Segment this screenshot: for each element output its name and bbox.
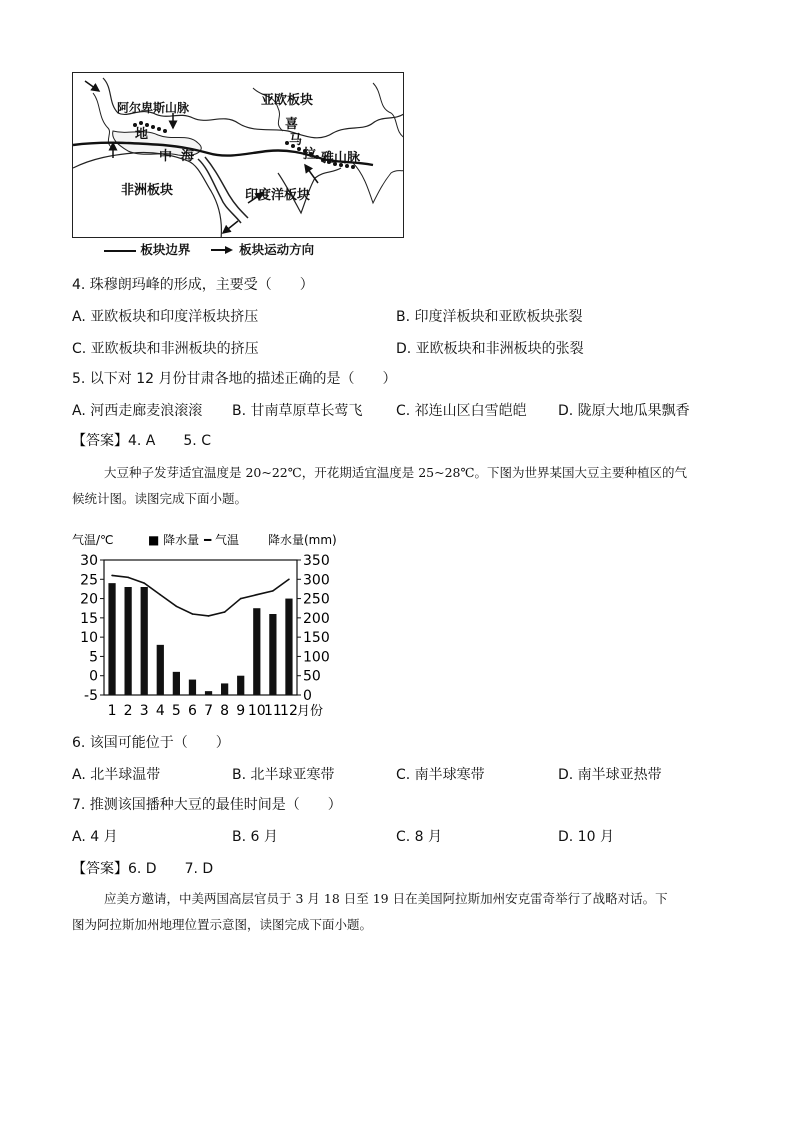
answer-text: 6. D 7. D <box>128 861 214 877</box>
plate-map <box>72 72 404 238</box>
chart-x-axis-suffix: 月份 <box>296 704 323 719</box>
legend-boundary: 板块边界 <box>140 242 191 257</box>
map-label-xi: 喜 <box>285 117 299 132</box>
chart-temperature-line <box>112 575 289 616</box>
chart-right-tick-label: 300 <box>303 572 330 589</box>
map-label-la: 拉 <box>303 147 317 162</box>
chart-x-tick-label: 10 <box>247 703 266 719</box>
q6-option-d: D. 南半球亚热带 <box>558 767 662 783</box>
passage-1-line-1: 大豆种子发芽适宜温度是 20~22℃，开花期适宜温度是 25~28℃。下图为世界某国大豆主要种植区的气 <box>104 465 687 480</box>
chart-legend-precip: ■ 降水量 <box>148 533 200 547</box>
q5-option-d: D. 陇原大地瓜果飘香 <box>558 403 690 419</box>
arrow-symbol-icon <box>209 243 235 258</box>
chart-temperature-point <box>143 582 145 584</box>
chart-plot-frame <box>104 560 297 695</box>
chart-right-tick-label: 50 <box>303 668 321 685</box>
chart-bar <box>141 587 148 695</box>
chart-x-tick-label: 4 <box>155 703 165 719</box>
chart-right-tick-label: 200 <box>303 610 330 627</box>
chart-left-tick-label: 5 <box>89 649 98 666</box>
map-label-zhong: 中 <box>159 149 173 164</box>
q4-option-a: A. 亚欧板块和印度洋板块挤压 <box>72 309 259 325</box>
chart-x-tick-label: 5 <box>171 703 181 719</box>
chart-left-tick-label: 20 <box>80 591 98 608</box>
chart-temperature-point <box>176 605 178 607</box>
q4-option-b: B. 印度洋板块和亚欧板块张裂 <box>396 309 583 325</box>
chart-left-tick-label: 30 <box>80 553 98 569</box>
q5-option-a: A. 河西走廊麦浪滚滚 <box>72 403 203 419</box>
passage-2-line-1: 应美方邀请，中美两国高层官员于 3 月 18 日至 19 日在美国阿拉斯加州安克雷奇举行了战略对话。下 <box>104 891 668 906</box>
question-6-stem: 6. 该国可能位于（ ） <box>72 735 230 751</box>
chart-x-tick-label: 7 <box>204 703 214 719</box>
q7-option-a: A. 4 月 <box>72 829 118 845</box>
map-label-indian: 印度洋板块 <box>245 188 311 203</box>
chart-legend-temp: ━ 气温 <box>204 533 240 547</box>
chart-right-tick-label: 100 <box>303 649 330 666</box>
legend-motion: 板块运动方向 <box>239 242 315 257</box>
answer-block-1 <box>72 432 211 450</box>
map-label-africa: 非洲板块 <box>121 183 174 198</box>
chart-bar <box>221 683 228 695</box>
question-4-stem: 4. 珠穆朗玛峰的形成，主要受（ ） <box>72 277 314 293</box>
chart-x-tick-label: 11 <box>263 703 282 719</box>
map-label-ma: 马 <box>289 133 303 148</box>
q5-option-b: B. 甘南草原草长莺飞 <box>232 403 363 419</box>
chart-temperature-point <box>159 594 161 596</box>
chart-bar <box>269 614 276 695</box>
chart-temperature-point <box>127 577 129 579</box>
chart-x-tick-label: 6 <box>187 703 197 719</box>
chart-left-tick-label: 10 <box>80 630 98 647</box>
chart-left-tick-label: 25 <box>80 572 98 589</box>
chart-bar <box>189 680 196 695</box>
chart-bar <box>108 583 115 695</box>
chart-temperature-point <box>192 613 194 615</box>
map-label-alps: 阿尔卑斯山脉 <box>117 101 190 115</box>
q7-option-b: B. 6 月 <box>232 829 278 845</box>
map-label-di: 地 <box>135 127 149 142</box>
chart-left-axis-title: 气温/℃ <box>72 533 114 547</box>
q7-option-d: D. 10 月 <box>558 829 614 845</box>
chart-bar <box>253 608 260 695</box>
answer-key-label: 【答案】 <box>72 433 128 449</box>
chart-right-axis-title: 降水量(mm) <box>268 533 337 547</box>
passage-2 <box>72 886 732 938</box>
answer-block-2 <box>72 860 213 878</box>
chart-bar <box>125 587 132 695</box>
chart-temperature-point <box>272 590 274 592</box>
q4-option-d: D. 亚欧板块和非洲板块的张裂 <box>396 341 584 357</box>
chart-x-tick-label: 8 <box>220 703 230 719</box>
chart-temperature-point <box>224 611 226 613</box>
chart-bar <box>205 691 212 695</box>
chart-bar <box>173 672 180 695</box>
question-5-stem: 5. 以下对 12 月份甘肃各地的描述正确的是（ ） <box>72 371 397 387</box>
passage-2-line-2: 图为阿拉斯加州地理位置示意图，读图完成下面小题。 <box>72 917 373 932</box>
chart-right-tick-label: 150 <box>303 630 330 647</box>
chart-left-tick-label: 15 <box>80 610 98 627</box>
q6-option-a: A. 北半球温带 <box>72 767 161 783</box>
q7-option-c: C. 8 月 <box>396 829 443 845</box>
chart-temperature-point <box>208 615 210 617</box>
passage-1-line-2: 候统计图。读图完成下面小题。 <box>72 491 248 506</box>
question-7-stem: 7. 推测该国播种大豆的最佳时间是（ ） <box>72 797 342 813</box>
chart-bar <box>285 599 292 695</box>
chart-temperature-point <box>111 575 113 577</box>
answer-key-label: 【答案】 <box>72 861 128 877</box>
passage-1 <box>72 460 732 512</box>
map-label-hai: 海 <box>181 149 195 164</box>
answer-text: 4. A 5. C <box>128 433 211 449</box>
chart-right-tick-label: 0 <box>303 688 312 704</box>
chart-x-tick-label: 12 <box>280 703 298 719</box>
q4-option-c: C. 亚欧板块和非洲板块的挤压 <box>72 341 259 357</box>
chart-right-tick-label: 250 <box>303 591 330 608</box>
chart-temperature-point <box>256 594 258 596</box>
map-label-himalaya: 雅山脉 <box>321 151 361 166</box>
chart-temperature-point <box>240 598 242 600</box>
q6-option-c: C. 南半球寒带 <box>396 767 485 783</box>
climate-chart <box>72 530 342 722</box>
chart-x-tick-label: 3 <box>139 703 149 719</box>
chart-x-tick-label: 1 <box>107 703 117 719</box>
chart-right-tick-label: 350 <box>303 553 330 569</box>
chart-left-tick-label: 0 <box>89 668 98 685</box>
chart-x-tick-label: 9 <box>236 703 246 719</box>
boundary-line-symbol <box>104 250 136 252</box>
map-label-eurasia: 亚欧板块 <box>261 93 314 108</box>
chart-left-tick-label: -5 <box>84 688 98 704</box>
q5-option-c: C. 祁连山区白雪皑皑 <box>396 403 527 419</box>
chart-bar <box>157 645 164 695</box>
chart-temperature-point <box>288 578 290 580</box>
chart-x-tick-label: 2 <box>123 703 133 719</box>
climate-chart-svg <box>72 530 342 722</box>
q6-option-b: B. 北半球亚寒带 <box>232 767 335 783</box>
map-legend <box>104 240 314 258</box>
chart-bar <box>237 676 244 695</box>
